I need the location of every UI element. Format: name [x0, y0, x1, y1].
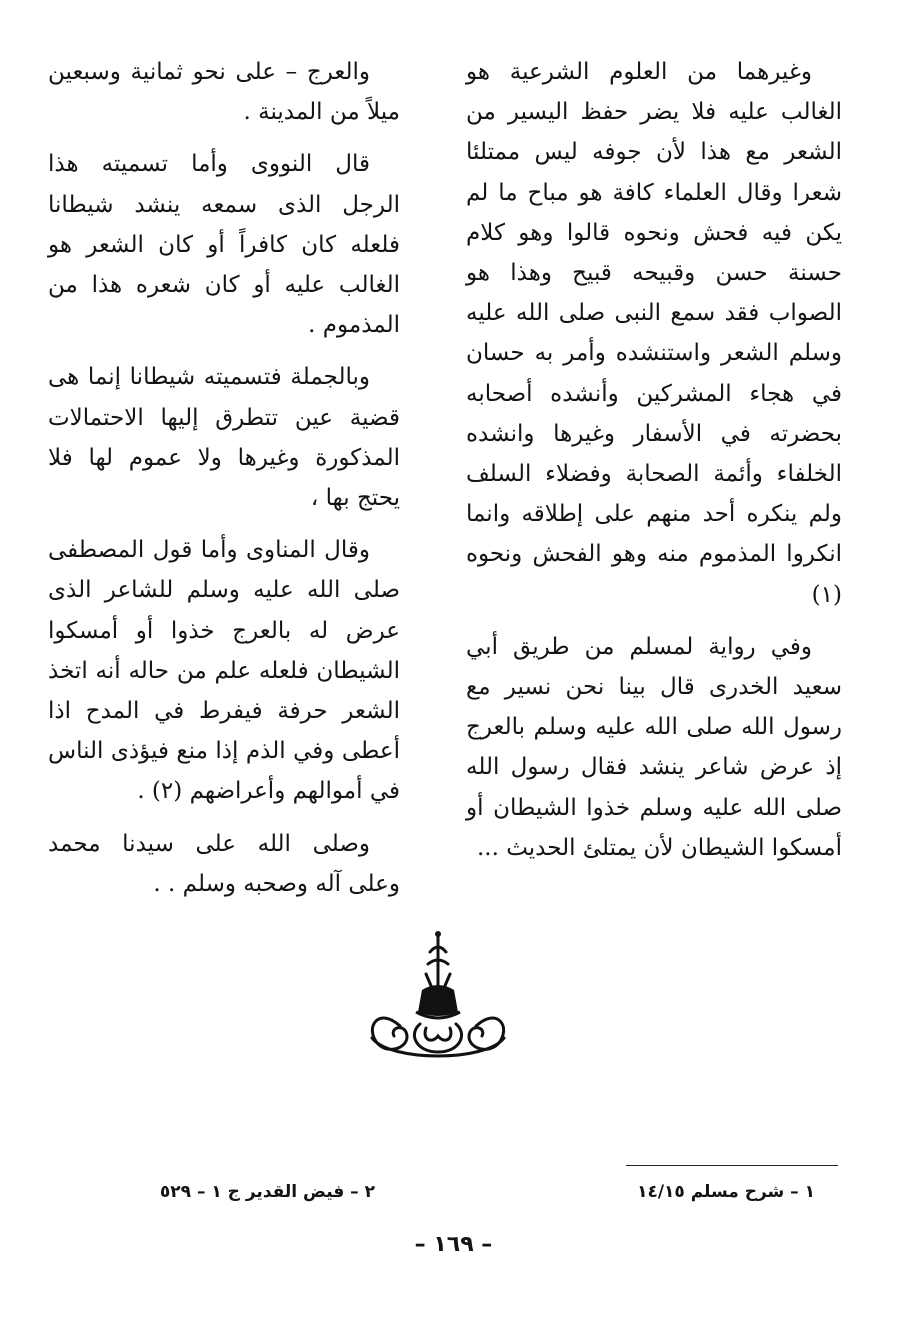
paragraph: قال النووى وأما تسميته هذا الرجل الذى سمعه ينشد شيطانا فلعله كان كافراً أو كان الشعر هو الغالب عليه أو كان شعره هذا من المذموم . [48, 151, 400, 339]
right-text-column [466, 52, 842, 880]
left-text-column [48, 52, 400, 916]
paragraph: وفي رواية لمسلم من طريق أبي سعيد الخدرى قال بينا نحن نسير مع رسول الله صلى الله عليه وسلم بالعرج إذ عرض شاعر ينشد فقال رسول الله صلى الله عليه وسلم خذوا الشيطان أو أمسكوا الشيطان لأن يمتلئ الحديث ... [466, 633, 842, 861]
paragraph: وبالجملة فتسميته شيطانا إنما هى قضية عين تتطرق إليها الاحتمالات المذكورة وغيرها ولا عموم لها فلا يحتج بها ، [48, 364, 400, 512]
paragraph: والعرج – على نحو ثمانية وسبعين ميلاً من المدينة . [48, 59, 400, 126]
footnote-1: ١ – شرح مسلم ١٤/١٥ [637, 1182, 815, 1202]
paragraph: وصلى الله على سيدنا محمد وعلى آله وصحبه وسلم . . [48, 830, 400, 897]
footnote-divider [626, 1165, 838, 1166]
paragraph: وغيرهما من العلوم الشرعية هو الغالب عليه فلا يضر حفظ اليسير من الشعر مع هذا لأن جوفه ليس ممتلئا شعرا وقال العلماء كافة هو مباح ما لم يكن فيه فحش ونحوه قالوا وهو كلام حسنة حسن وقبيحه قبيح وهذا هو الصواب فقد سمع النبى صلى الله عليه وسلم الشعر واستنشده وأمر به حسان في هجاء المشركين وأنشده أصحابه بحضرته في الأسفار وغيرها وانشده الخلفاء وأئمة الصحابة وفضلاء السلف ولم ينكره أحد منهم على إطلاقه وانما انكروا المذموم منه وهو الفحش ونحوه (١) [466, 59, 842, 608]
page-number: – ١٦٩ – [414, 1232, 493, 1257]
ornament-icon [360, 928, 510, 1068]
paragraph: وقال المناوى وأما قول المصطفى صلى الله عليه وسلم للشاعر الذى عرض له بالعرج خذوا أو أمسكوا الشيطان فلعله علم من حاله أنه اتخذ الشعر حرفة فيفرط في المدح اذا أعطى وفي الذم إذا منع فيؤذى الناس في أموالهم وأعراضهم (٢) . [48, 537, 400, 805]
footnote-2: ٢ – فيض القدير ج ١ – ٥٢٩ [159, 1182, 375, 1202]
